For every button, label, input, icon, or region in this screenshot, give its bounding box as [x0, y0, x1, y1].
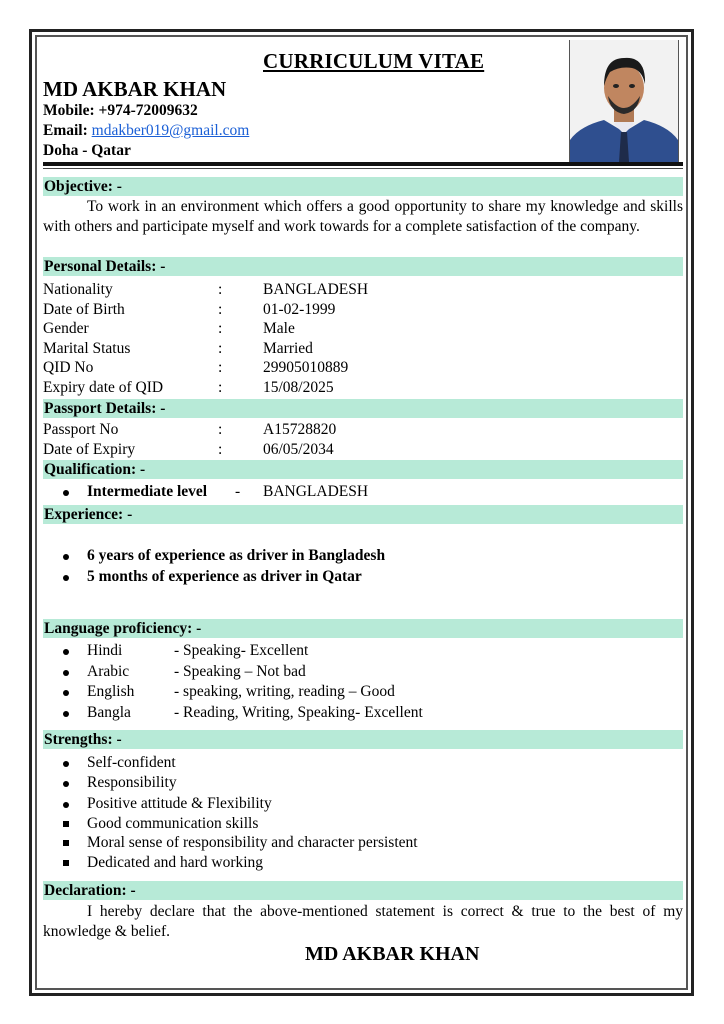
email-link[interactable]: mdakber019@gmail.com — [91, 122, 250, 139]
row-colon: : — [218, 281, 223, 298]
row-colon: : — [218, 378, 223, 396]
bullet-icon — [63, 575, 69, 581]
row-value: 15/08/2025 — [263, 378, 334, 396]
header-divider — [43, 162, 683, 166]
section-experience-heading: Experience: - — [43, 505, 683, 524]
strength-text: Moral sense of responsibility and character persistent — [87, 834, 418, 851]
mobile-number: +974-72009632 — [98, 102, 198, 119]
bullet-icon — [63, 554, 69, 560]
objective-text — [43, 197, 683, 236]
qualification-level: Intermediate level — [87, 483, 208, 500]
row-value: Married — [263, 339, 313, 357]
mobile-line — [43, 101, 198, 121]
row-colon: : — [218, 440, 223, 458]
objective-body: To work in an environment which offers a good opportunity to share my knowledge and skills with others and participate myself and work towards for a complete satisfaction of the company. — [43, 198, 683, 235]
row-value: 01-02-1999 — [263, 300, 336, 318]
section-strengths-heading: Strengths: - — [43, 730, 683, 749]
row-colon: : — [218, 339, 223, 357]
language-name: Hindi — [87, 642, 123, 659]
strength-text: Good communication skills — [87, 815, 259, 832]
row-label: Date of Birth — [43, 300, 125, 318]
row-value: BANGLADESH — [263, 281, 369, 298]
profile-photo — [569, 40, 679, 162]
section-declaration-heading: Declaration: - — [43, 881, 683, 900]
section-qualification-heading: Qualification: - — [43, 460, 683, 479]
declaration-body: I hereby declare that the above-mentioned statement is correct & true to the best of my knowledge & belief. — [43, 903, 683, 940]
language-detail: - Reading, Writing, Speaking- Excellent — [174, 704, 423, 721]
bullet-icon — [63, 490, 69, 496]
experience-text: 6 years of experience as driver in Bangladesh — [87, 547, 386, 564]
qualification-dash: - — [235, 483, 241, 500]
qualification-country: BANGLADESH — [263, 483, 369, 500]
row-colon: : — [218, 359, 223, 376]
mobile-label: Mobile: — [43, 102, 95, 119]
personal-row — [43, 300, 683, 320]
language-name: Bangla — [87, 704, 131, 721]
bullet-icon — [63, 670, 69, 676]
row-label: QID No — [43, 359, 94, 376]
signature-name: MD AKBAR KHAN — [305, 943, 480, 965]
row-label: Marital Status — [43, 339, 131, 357]
row-label: Expiry date of QID — [43, 378, 164, 396]
row-value: A15728820 — [263, 421, 337, 438]
candidate-name: MD AKBAR KHAN — [43, 77, 227, 101]
strength-text: Responsibility — [87, 774, 177, 791]
bullet-icon — [63, 802, 69, 808]
square-bullet-icon — [63, 840, 69, 846]
strength-text: Self-confident — [87, 754, 176, 771]
row-label: Gender — [43, 320, 89, 337]
row-colon: : — [218, 320, 223, 337]
bullet-icon — [63, 649, 69, 655]
passport-row — [43, 420, 683, 440]
document-title: CURRICULUM VITAE — [263, 49, 485, 73]
section-personal-heading: Personal Details: - — [43, 257, 683, 276]
square-bullet-icon — [63, 860, 69, 866]
section-passport-heading: Passport Details: - — [43, 399, 683, 418]
language-name: English — [87, 683, 135, 700]
personal-row — [43, 339, 683, 359]
language-name: Arabic — [87, 663, 130, 680]
email-label: Email: — [43, 122, 88, 139]
personal-row — [43, 280, 683, 300]
bullet-icon — [63, 781, 69, 787]
personal-row — [43, 319, 683, 339]
bullet-icon — [63, 711, 69, 717]
row-value: Male — [263, 320, 295, 337]
row-colon: : — [218, 300, 223, 318]
row-value: 06/05/2034 — [263, 440, 334, 458]
section-language-heading: Language proficiency: - — [43, 619, 683, 638]
declaration-text — [43, 902, 683, 941]
qualification-item — [63, 482, 663, 502]
experience-text: 5 months of experience as driver in Qatar — [87, 568, 362, 585]
row-value: 29905010889 — [263, 359, 349, 376]
section-objective-heading: Objective: - — [43, 177, 683, 196]
row-colon: : — [218, 421, 223, 438]
bullet-icon — [63, 761, 69, 767]
row-label: Nationality — [43, 281, 113, 298]
language-detail: - speaking, writing, reading – Good — [174, 683, 395, 700]
bullet-icon — [63, 690, 69, 696]
personal-row — [43, 358, 683, 378]
passport-row — [43, 440, 683, 460]
square-bullet-icon — [63, 821, 69, 827]
email-line — [43, 121, 249, 141]
header-divider-thin — [43, 168, 683, 169]
strength-text: Dedicated and hard working — [87, 854, 264, 871]
language-detail: - Speaking- Excellent — [174, 642, 309, 659]
personal-row — [43, 378, 683, 398]
row-label: Passport No — [43, 421, 119, 438]
strength-text: Positive attitude & Flexibility — [87, 795, 272, 812]
profile-photo-illustration — [570, 40, 678, 162]
row-label: Date of Expiry — [43, 440, 136, 458]
location: Doha - Qatar — [43, 142, 131, 159]
language-detail: - Speaking – Not bad — [174, 663, 306, 680]
